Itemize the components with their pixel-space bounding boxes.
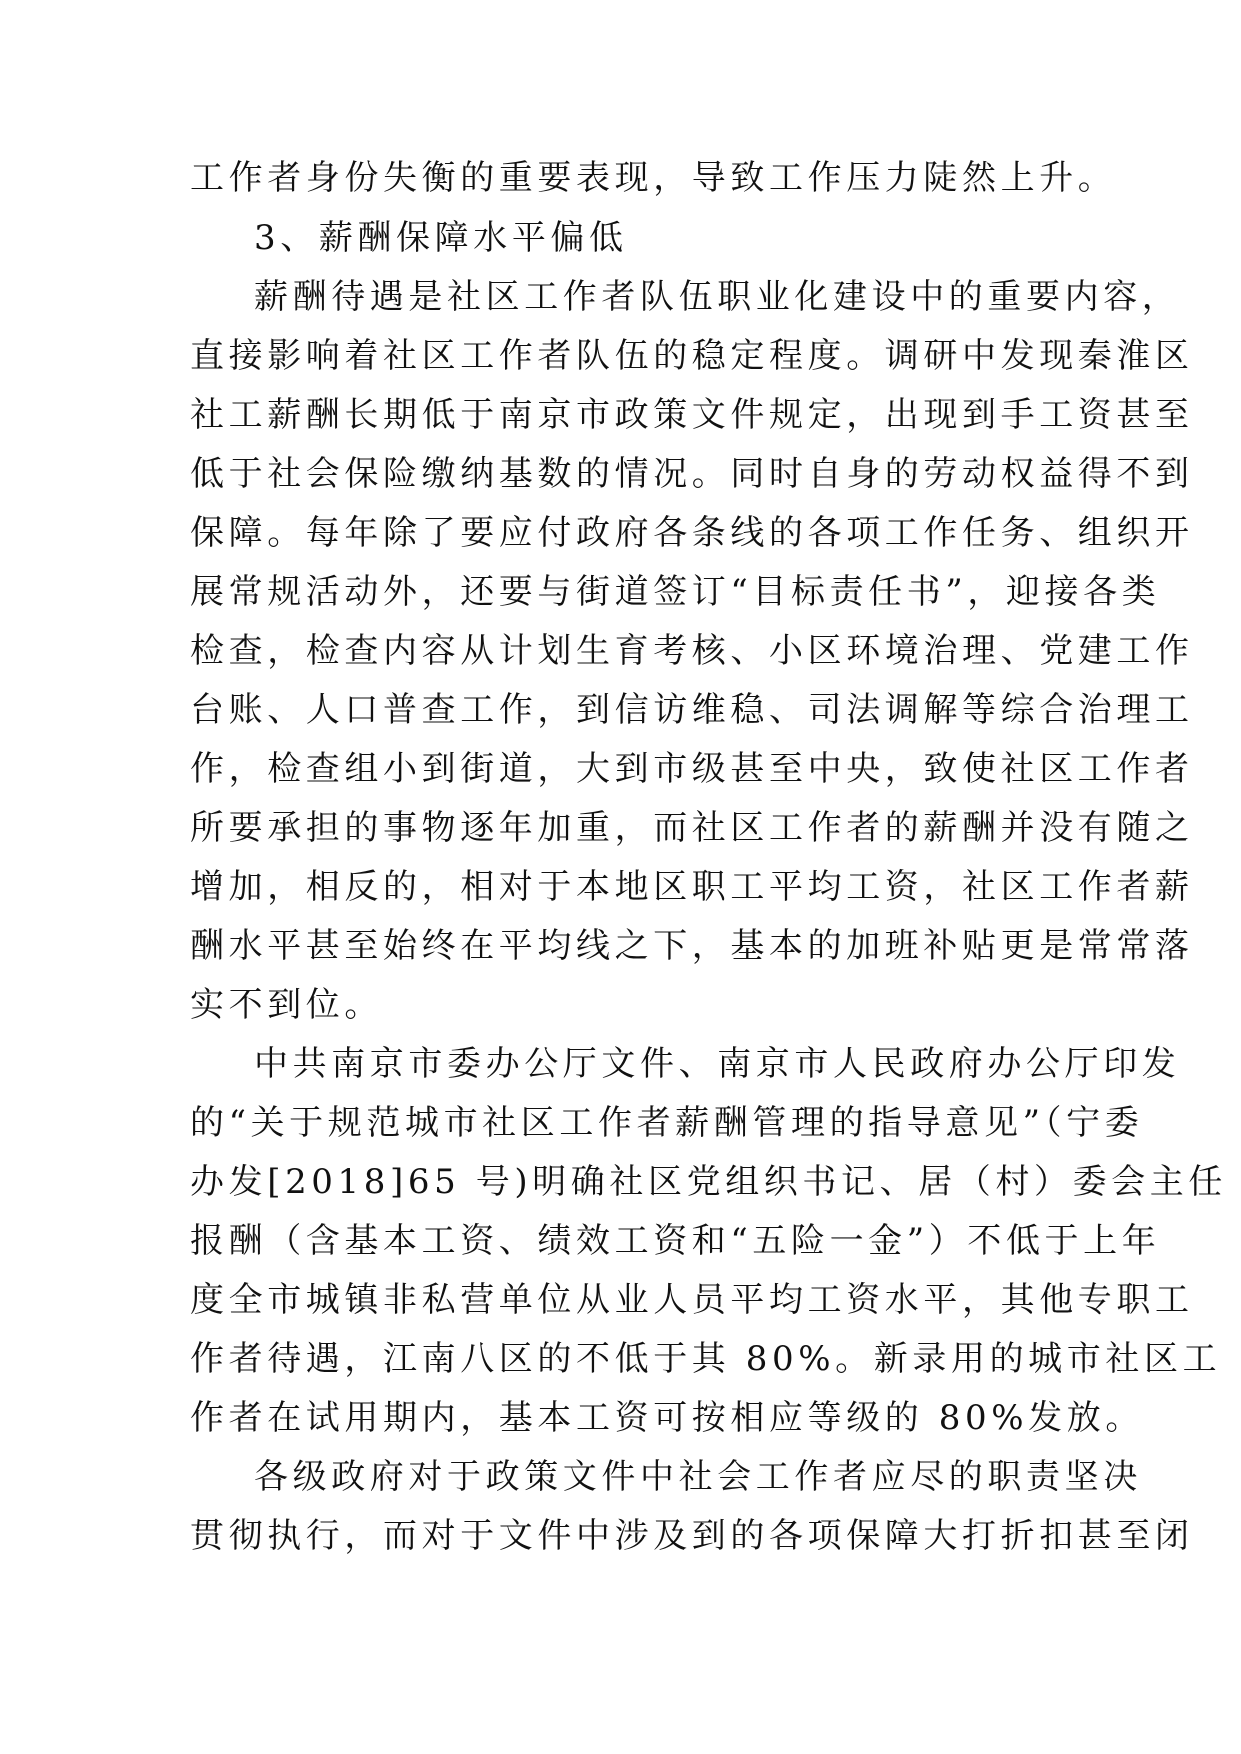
text-line: 实不到位。 [190,985,383,1025]
text-line: 保障。每年除了要应付政府各条线的各项工作任务、组织开 [190,513,1194,553]
text-line: 各级政府对于政策文件中社会工作者应尽的职责坚决 [254,1457,1142,1497]
text-line: 报酬（含基本工资、绩效工资和“五险一金”）不低于上年 [190,1221,1161,1261]
text-line: 增加，相反的，相对于本地区职工平均工资，社区工作者薪 [190,867,1194,907]
text-line: 办发[2018]65 号)明确社区党组织书记、居（村）委会主任 [190,1162,1227,1202]
text-line: 的“关于规范城市社区工作者薪酬管理的指导意见”（宁委 [190,1103,1144,1143]
text-line: 度全市城镇非私营单位从业人员平均工资水平，其他专职工 [190,1280,1194,1320]
text-line: 酬水平甚至始终在平均线之下，基本的加班补贴更是常常落 [190,926,1194,966]
text-line: 作者在试用期内，基本工资可按相应等级的 80%发放。 [190,1398,1144,1438]
section-heading: 3、薪酬保障水平偏低 [254,218,628,258]
text-line: 展常规活动外，还要与街道签订“目标责任书”，迎接各类 [190,572,1161,612]
text-line: 中共南京市委办公厅文件、南京市人民政府办公厅印发 [254,1044,1181,1084]
text-line: 检查，检查内容从计划生育考核、小区环境治理、党建工作 [190,631,1194,671]
text-line: 贯彻执行，而对于文件中涉及到的各项保障大打折扣甚至闭 [190,1516,1194,1556]
text-line: 作，检查组小到街道，大到市级甚至中央，致使社区工作者 [190,749,1194,789]
text-line: 薪酬待遇是社区工作者队伍职业化建设中的重要内容， [254,277,1181,317]
text-line: 工作者身份失衡的重要表现，导致工作压力陡然上升。 [190,158,1117,198]
text-line: 直接影响着社区工作者队伍的稳定程度。调研中发现秦淮区 [190,336,1194,376]
text-line: 台账、人口普查工作，到信访维稳、司法调解等综合治理工 [190,690,1194,730]
text-line: 社工薪酬长期低于南京市政策文件规定，出现到手工资甚至 [190,395,1194,435]
text-line: 低于社会保险缴纳基数的情况。同时自身的劳动权益得不到 [190,454,1194,494]
text-line: 作者待遇，江南八区的不低于其 80%。新录用的城市社区工 [190,1339,1222,1379]
text-line: 所要承担的事物逐年加重，而社区工作者的薪酬并没有随之 [190,808,1194,848]
